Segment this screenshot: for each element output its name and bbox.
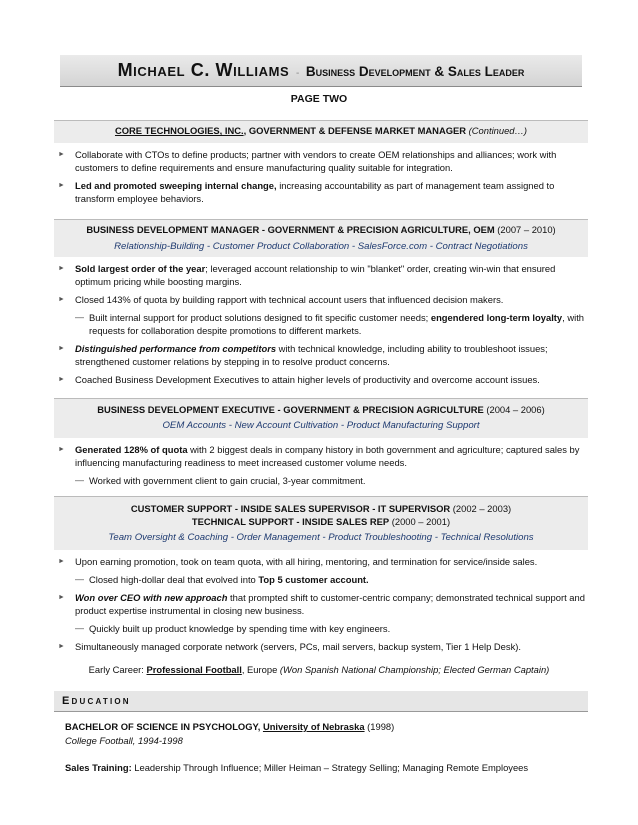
sub-list-item <box>75 474 585 487</box>
bullet-arrow-icon: ► <box>58 446 65 453</box>
bdm-keywords: Relationship-Building - Customer Product Collaboration - SalesForce.com - Contract Negotiations <box>114 241 528 252</box>
bullet-text: , with requests for collaboration despite promotions to different markets. <box>89 312 585 336</box>
bullet-arrow-icon: ► <box>58 376 65 383</box>
job-title: BUSINESS DEVELOPMENT EXECUTIVE - GOVERNMENT & PRECISION AGRICULTURE <box>97 404 484 415</box>
page-label: PAGE TWO <box>290 93 348 105</box>
cs-band <box>54 496 588 550</box>
job-dates: (2004 – 2006) <box>483 404 545 415</box>
list-item <box>58 640 585 653</box>
bdm-bullets <box>0 262 638 391</box>
core-bullets <box>0 148 638 210</box>
bullet-bold-text: Top 5 customer account. <box>258 574 369 585</box>
list-item <box>58 555 585 568</box>
job-title: TECHNICAL SUPPORT - INSIDE SALES REP <box>191 516 390 527</box>
early-career-line <box>0 663 638 676</box>
early-career-location: , Europe <box>241 664 280 675</box>
bullet-text: Closed 143% of quota by building rapport with technical account users that influenced decision makers. <box>75 294 504 305</box>
training-label: Sales Training: <box>65 762 132 773</box>
dash-icon: — <box>75 312 84 322</box>
list-item <box>58 373 585 386</box>
core-company-band <box>54 120 588 143</box>
bde-band <box>54 398 588 438</box>
degree-name: BACHELOR OF SCIENCE IN PSYCHOLOGY, <box>65 721 263 732</box>
list-item <box>58 591 585 617</box>
bullet-bold-text: Generated 128% of quota <box>75 444 188 455</box>
job-dates: (2002 – 2003) <box>450 503 512 514</box>
header-separator: - <box>295 68 300 79</box>
list-item <box>58 293 585 306</box>
dash-icon: — <box>75 623 84 633</box>
early-career-label: Early Career: <box>88 664 147 675</box>
degree-year: (1998) <box>364 721 395 732</box>
school-name: University of Nebraska <box>262 721 365 732</box>
bullet-arrow-icon: ► <box>58 594 65 601</box>
bdm-band <box>54 219 588 257</box>
bullet-text: increasing accountability as part of management team assigned to transform employee behaviors. <box>75 180 555 204</box>
list-item <box>58 148 585 174</box>
bullet-bold-text: engendered long-term loyalty <box>430 312 563 323</box>
job-dates: (2000 – 2001) <box>389 516 451 527</box>
bdm-heading <box>54 223 588 236</box>
list-item <box>58 262 585 288</box>
bullet-text: ; leveraged account relationship to win "blanket" order, creating win-win that ensured optimum pricing while boosting margins. <box>75 263 556 287</box>
bullet-text: Upon earning promotion, took on team quota, with all hiring, mentoring, and termination for service/inside sales. <box>75 556 538 567</box>
bullet-bold-italic-text: Won over CEO with new approach <box>75 592 228 603</box>
bullet-arrow-icon: ► <box>58 643 65 650</box>
sub-list-item <box>75 622 585 635</box>
cs-bullets <box>0 555 638 658</box>
company-role: , GOVERNMENT & DEFENSE MARKET MANAGER <box>243 125 469 136</box>
bullet-arrow-icon: ► <box>58 182 65 189</box>
bullet-arrow-icon: ► <box>58 296 65 303</box>
early-career-note: (Won Spanish National Championship; Elected German Captain) <box>279 664 550 675</box>
bullet-text: Simultaneously managed corporate network (servers, PCs, mail servers, backup system, Tier 1 Help Desk). <box>75 641 521 652</box>
bullet-text: Built internal support for product solutions designed to fit specific customer needs; <box>89 312 431 323</box>
job-title: CUSTOMER SUPPORT - INSIDE SALES SUPERVISOR - IT SUPERVISOR <box>130 503 451 514</box>
education-note: College Football, 1994-1998 <box>65 735 183 746</box>
sales-training <box>65 761 605 774</box>
list-item <box>58 443 585 469</box>
bullet-text: Worked with government client to gain crucial, 3-year commitment. <box>89 475 366 486</box>
bullet-text: Closed high-dollar deal that evolved into <box>89 574 259 585</box>
bullet-bold-text: Led and promoted sweeping internal change, <box>75 180 277 191</box>
bullet-arrow-icon: ► <box>58 151 65 158</box>
bullet-text: Collaborate with CTOs to define products; partner with vendors to create OEM relationships and alliances; work with customers to define requirements and ensure manufacturing quality suitable for integration. <box>75 149 557 173</box>
bullet-arrow-icon: ► <box>58 345 65 352</box>
job-title: BUSINESS DEVELOPMENT MANAGER - GOVERNMENT & PRECISION AGRICULTURE, OEM <box>86 224 495 235</box>
education-section-bar <box>54 691 588 712</box>
bullet-text: Quickly built up product knowledge by spending time with key engineers. <box>89 623 391 634</box>
bullet-bold-italic-text: Distinguished performance from competitors <box>75 343 277 354</box>
candidate-title: Business Development & Sales Leader <box>305 64 525 79</box>
bde-keywords: OEM Accounts - New Account Cultivation - Product Manufacturing Support <box>162 420 480 431</box>
dash-icon: — <box>75 574 84 584</box>
sub-list-item <box>75 573 585 586</box>
education-title: Education <box>62 695 131 707</box>
bullet-arrow-icon: ► <box>58 265 65 272</box>
cs-heading-2 <box>54 515 588 528</box>
core-company-heading <box>54 124 588 137</box>
cs-keywords: Team Oversight & Coaching - Order Management - Product Troubleshooting - Technical Resolutions <box>108 532 534 543</box>
bullet-text: with 2 biggest deals in company history in both government and agriculture; captured sales by influencing manufacturing readiness to meet increased customer volume needs. <box>75 444 580 468</box>
bullet-text: Coached Business Development Executives to attain higher levels of productivity and overcome account issues. <box>75 374 540 385</box>
company-name: CORE TECHNOLOGIES, INC. <box>114 125 244 136</box>
early-career-org: Professional Football <box>146 664 242 675</box>
list-item <box>58 179 585 205</box>
cs-heading-1 <box>54 502 588 515</box>
bullet-text: with technical knowledge, including ability to troubleshoot issues; strengthened customer relations by stepping in to resolve product concerns. <box>75 343 548 367</box>
education-degree <box>65 720 605 733</box>
continued-note: (Continued…) <box>468 125 528 136</box>
bullet-arrow-icon: ► <box>58 558 65 565</box>
bullet-text: that prompted shift to customer-centric company; demonstrated technical support and product expertise instrumental in closing new business. <box>75 592 585 616</box>
candidate-name: Michael C. Williams <box>117 60 290 80</box>
job-dates: (2007 – 2010) <box>494 224 556 235</box>
dash-icon: — <box>75 475 84 485</box>
training-list: Leadership Through Influence; Miller Heiman – Strategy Selling; Managing Remote Employees <box>131 762 529 773</box>
bde-bullets <box>0 443 638 492</box>
list-item <box>58 342 585 368</box>
sub-list-item <box>75 311 585 337</box>
name-header-bar <box>60 55 582 87</box>
bullet-bold-text: Sold largest order of the year <box>75 263 206 274</box>
bde-heading <box>54 403 588 416</box>
